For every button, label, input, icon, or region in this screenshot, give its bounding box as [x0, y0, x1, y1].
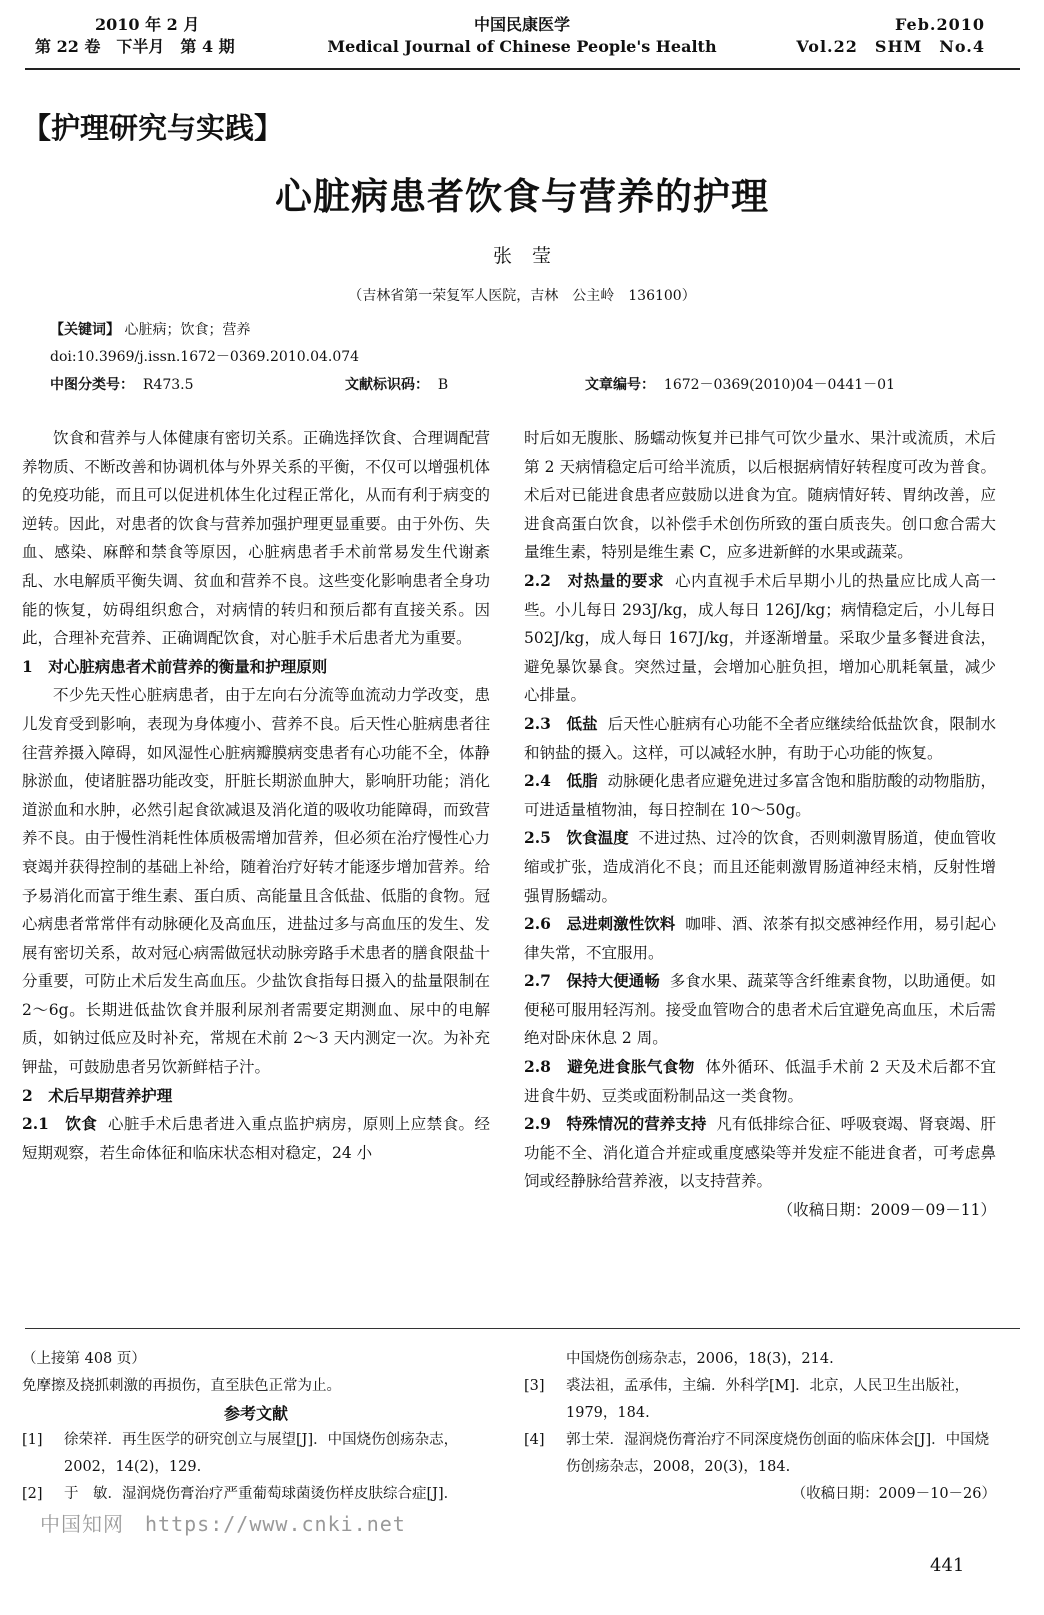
subsection-2-4-text: 动脉硬化患者应避免进过多富含饱和脂肪酸的动物脂肪，可进适量植物油，每日控制在 10～50g。 [524, 772, 996, 819]
paragraph-1: 不少先天性心脏病患者，由于左向右分流等血流动力学改变，患儿发育受到影响，表现为身体瘦小、营养不良。后天性心脏病患者往往营养摄入障碍，如风湿性心脏病瓣膜病变患者有心功能不全，体静脉淤血，使诸脏器功能改变，肝脏长期淤血肿大，影响肝功能；消化道淤血和水肿，必然引起食欲减退及消化道的吸收功能障碍，而致营养不良。由于慢性消耗性体质极需增加营养，但必须在治疗慢性心力衰竭并获得控制的基础上补给，随着治疗好转才能逐步增加营养。给予易消化而富于维生素、蛋白质、高能量且含低盐、低脂的食物。冠心病患者常常伴有动脉硬化及高血压，进盐过多与高血压的发生、发展有密切关系，故对冠心病需做冠状动脉旁路手术患者的膳食限盐十分重要，可防止术后发生高血压。少盐饮食指每日摄入的盐量限制在 2～6g。长期进低盐饮食并服利尿剂者需要定期测血、尿中的电解质，如钠过低应及时补充，常规在术前 2～3 天内测定一次。为补充钾盐，可鼓励患者另饮新鲜桔子汁。 [22, 686, 490, 1077]
article-no-line [585, 373, 895, 397]
article-no-label: 文章编号： [585, 377, 655, 393]
column-left [22, 424, 490, 1167]
subsection-2-4-head: 2.4 低脂 [524, 771, 598, 791]
reference-4-number: [4] [524, 1432, 545, 1448]
page-number: 441 [930, 1555, 965, 1576]
received-date: （收稿日期：2009－09－11） [777, 1201, 996, 1220]
reference-2-number: [2] [22, 1486, 43, 1502]
subsection-2-7-head: 2.7 保持大便通畅 [524, 971, 660, 991]
subsection-2-6 [524, 910, 996, 967]
subsection-2-7 [524, 967, 996, 1053]
continued-text: 免摩擦及挠抓刺激的再损伤，直至肤色正常为止。 [22, 1378, 341, 1394]
clc-code: R473.5 [142, 377, 194, 393]
subsection-2-2 [524, 567, 996, 710]
header-volume: 第 22 卷 下半月 第 4 期 [35, 37, 235, 56]
author: 张莹 [492, 245, 571, 267]
doc-code: B [437, 377, 449, 393]
subsection-2-3-head: 2.3 低盐 [524, 713, 598, 733]
continued-from: （上接第 408 页） [22, 1351, 146, 1367]
lower-left [22, 1346, 490, 1508]
subsection-2-5 [524, 824, 996, 910]
affiliation: （吉林省第一荣复军人医院，吉林 公主岭 136100） [348, 288, 696, 304]
clc-line [50, 373, 194, 397]
lower-received-date: （收稿日期：2009－10－26） [791, 1486, 996, 1502]
reference-1 [22, 1427, 490, 1481]
subsection-2-8-text: 体外循环、低温手术前 2 天及术后都不宜进食牛奶、豆类或面粉制品这一类食物。 [524, 1058, 997, 1105]
subsection-2-1 [22, 1110, 490, 1167]
reference-3 [524, 1373, 996, 1427]
reference-3-text: 裘法祖，孟承伟，主编．外科学[M]．北京，人民卫生出版社，1979，184. [566, 1378, 970, 1421]
clc-label: 中图分类号： [50, 377, 134, 393]
subsection-2-6-text: 咖啡、酒、浓茶有拟交感神经作用，易引起心律失常，不宜服用。 [524, 915, 996, 962]
header-volume-en: Vol.22 SHM No.4 [796, 37, 985, 56]
header-date: 2010 年 2 月 [95, 15, 200, 34]
header-date-en: Feb.2010 [895, 15, 985, 34]
subsection-2-3 [524, 710, 996, 767]
reference-1-text: 徐荣祥．再生医学的研究创立与展望[J]．中国烧伤创疡杂志，2002，14(2)，129. [64, 1432, 459, 1475]
reference-1-number: [1] [22, 1432, 43, 1448]
intro-paragraph: 饮食和营养与人体健康有密切关系。正确选择饮食、合理调配营养物质、不断改善和协调机体与外界关系的平衡，不仅可以增强机体的免疫功能，而且可以促进机体生化过程正常化，从而有利于病变的逆转。因此，对患者的饮食与营养加强护理更显重要。由于外伤、失血、感染、麻醉和禁食等原因，心脏病患者手术前常易发生代谢紊乱、水电解质平衡失调、贫血和营养不良。这些变化影响患者全身功能的恢复，妨碍组织愈合，对病情的转归和预后都有直接关系。因此，合理补充营养、正确调配饮食，对心脏手术后患者尤为重要。 [22, 429, 490, 648]
subsection-2-1-head: 2.1 饮食 [22, 1114, 98, 1134]
article-title: 心脏病患者饮食与营养的护理 [275, 174, 769, 218]
doc-code-label: 文献标识码： [345, 377, 429, 393]
journal-name-en: Medical Journal of Chinese People's Health [327, 37, 717, 56]
article-no: 1672－0369(2010)04－0441－01 [663, 377, 895, 393]
subsection-2-6-head: 2.6 忌进刺激性饮料 [524, 914, 676, 934]
section-label: 【护理研究与实践】 [22, 111, 284, 145]
subsection-2-5-text: 不进过热、过冷的饮食，否则刺激胃肠道，使血管收缩或扩张，造成消化不良；而且还能刺激胃肠道神经末梢，反射性增强胃肠蠕动。 [524, 829, 996, 905]
cnki-watermark: 中国知网 https://www.cnki.net [40, 1512, 406, 1536]
subsection-2-9-text: 凡有低排综合征、呼吸衰竭、肾衰竭、肝功能不全、消化道合并症或重度感染等并发症不能进食者，可考虑鼻饲或经静脉给营养液，以支持营养。 [524, 1115, 997, 1191]
subsection-2-4 [524, 767, 996, 824]
keywords: 心脏病；饮食；营养 [124, 322, 251, 338]
reference-4 [524, 1427, 996, 1481]
subsection-2-2-head: 2.2 对热量的要求 [524, 570, 665, 590]
subsection-2-8-head: 2.8 避免进食胀气食物 [524, 1057, 695, 1077]
doc-code-line [345, 373, 448, 397]
subsection-2-8 [524, 1053, 996, 1110]
reference-2-continued [524, 1346, 996, 1373]
reference-3-number: [3] [524, 1378, 545, 1394]
subsection-2-9 [524, 1110, 996, 1196]
subsection-2-1-text: 心脏手术后患者进入重点监护病房，原则上应禁食。经短期观察，若生命体征和临床状态相对稳定，24 小 [22, 1115, 490, 1162]
subsection-2-1-continued: 时后如无腹胀、肠蠕动恢复并已排气可饮少量水、果汁或流质，术后第 2 天病情稳定后可给半流质，以后根据病情好转程度可改为普食。术后对已能进食患者应鼓励以进食为宜。随病情好转、胃纳改善，应进食高蛋白饮食，以补偿手术创伤所致的蛋白质丧失。创口愈合需大量维生素，特别是维生素 C，应多进新鲜的水果或蔬菜。 [524, 429, 996, 562]
subsection-2-3-text: 后天性心脏病有心功能不全者应继续给低盐饮食，限制水和钠盐的摄入。这样，可以减轻水肿，有助于心功能的恢复。 [524, 714, 996, 762]
header-center [320, 14, 724, 58]
heading-2: 2 术后早期营养护理 [22, 1085, 173, 1105]
journal-name-cn: 中国民康医学 [473, 15, 570, 34]
header-rule [25, 68, 1020, 70]
subsection-2-2-text: 心内直视手术后早期小儿的热量应比成人高一些。小儿每日 293J/kg，成人每日 126J/kg；病情稳定后，小儿每日 502J/kg，成人每日 167J/kg，并逐渐增量。采取少量多餐进食法，避免暴饮暴食。突然过量，会增加心脏负担，增加心肌耗氧量，减少心排量。 [524, 571, 996, 705]
reference-4-text: 郭士荣．湿润烧伤膏治疗不同深度烧伤创面的临床体会[J]．中国烧伤创疡杂志，2008，20(3)，184. [566, 1432, 990, 1475]
subsection-2-7-text: 多食水果、蔬菜等含纤维素食物，以助通便。如便秘可服用轻泻剂。接受血管吻合的患者术后宜避免高血压，术后需绝对卧床休息 2 周。 [524, 972, 996, 1048]
references-title: 参考文献 [223, 1404, 288, 1423]
keywords-label: 【关键词】 [50, 322, 120, 338]
reference-2 [22, 1481, 490, 1508]
reference-2-text: 于 敏．湿润烧伤膏治疗严重葡萄球菌烫伤样皮肤综合症[J]． [64, 1486, 459, 1502]
header-right [760, 14, 985, 58]
lower-right [524, 1346, 996, 1508]
keywords-line [50, 318, 250, 342]
column-right [524, 424, 996, 1225]
header-left [35, 14, 335, 58]
reference-2-continued-text: 中国烧伤创疡杂志，2006，18(3)，214. [566, 1351, 834, 1367]
subsection-2-5-head: 2.5 饮食温度 [524, 828, 629, 848]
lower-divider [25, 1328, 1020, 1329]
doi: doi:10.3969/j.issn.1672－0369.2010.04.074 [50, 349, 360, 365]
subsection-2-9-head: 2.9 特殊情况的营养支持 [524, 1114, 707, 1134]
heading-1: 1 对心脏病患者术前营养的衡量和护理原则 [22, 656, 328, 676]
